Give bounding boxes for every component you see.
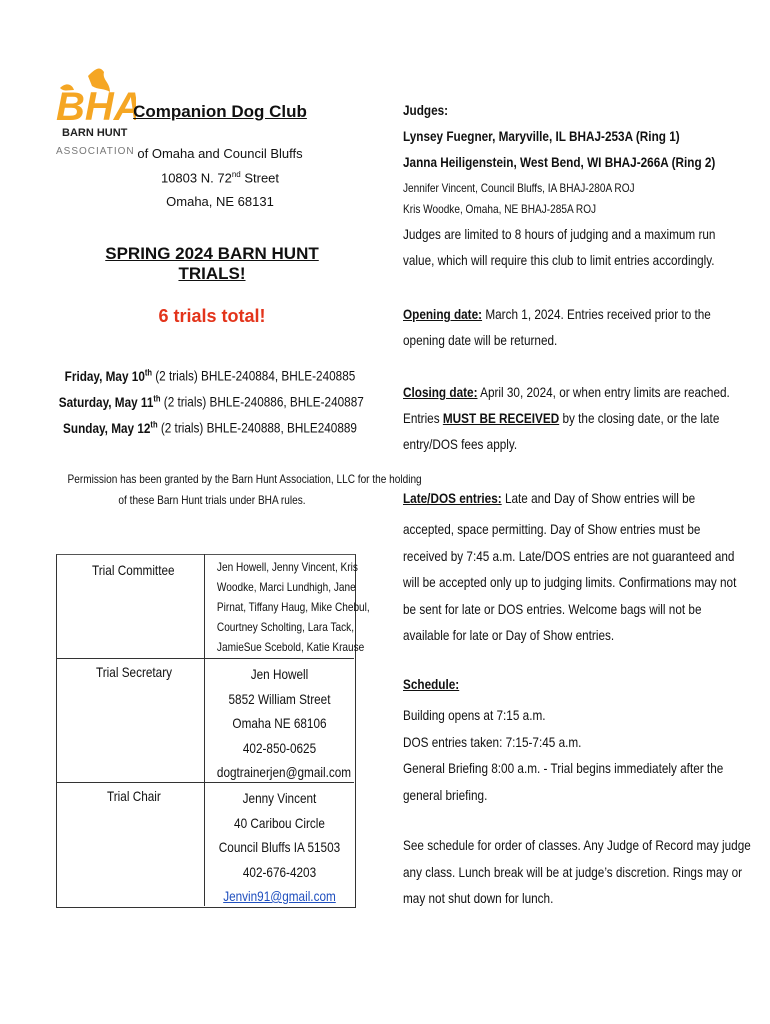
trial-secretary-value: Jen Howell 5852 William Street Omaha NE 68106 402-850-0625 dogtrainerjen@gmail.com <box>216 666 352 780</box>
opening-date-line: Opening date: March 1, 2024. Entries received prior to the <box>403 306 711 322</box>
schedule-notes: See schedule for order of classes. Any Judge of Record may judge any class. Lunch break will be at judge’s discretion. Rings may or may not shut down for lunch. <box>403 837 751 906</box>
permission-line-2: of these Barn Hunt trials under BHA rules. <box>118 493 306 507</box>
trial-secretary-label: Trial Secretary <box>96 664 173 680</box>
closing-date-line-2: Entries MUST BE RECEIVED by the closing date, or the late <box>403 410 720 426</box>
judge-limit-line-1: Judges are limited to 8 hours of judging and a maximum run <box>403 226 716 242</box>
judges-heading: Judges: <box>403 102 449 118</box>
club-city: Omaha, NE 68131 <box>166 194 274 209</box>
trials-total: 6 trials total! <box>158 306 266 326</box>
late-entries-line: Late/DOS entries: Late and Day of Show entries will be <box>403 490 696 506</box>
judge-limit-line-2: value, which will require this club to limit entries accordingly. <box>403 252 715 268</box>
permission-line-1: Permission has been granted by the Barn Hunt Association, LLC for the holding <box>67 472 422 486</box>
judge-ring-1: Lynsey Fuegner, Maryville, IL BHAJ-253A (Ring 1) <box>403 128 680 144</box>
event-title: SPRING 2024 BARN HUNT TRIALS! <box>105 244 319 283</box>
table-divider <box>204 554 205 906</box>
club-street: 10803 N. 72nd Street <box>160 170 280 186</box>
trial-day-saturday: Saturday, May 11th (2 trials) BHLE-240886, BHLE-240887 <box>58 393 364 410</box>
table-row-divider <box>56 658 354 659</box>
trial-chair-value: Jenny Vincent 40 Caribou Circle Council Bluffs IA 51503 402-676-4203 Jenvin91@gmail.com <box>218 790 341 904</box>
logo-letters: BHA <box>56 85 136 129</box>
late-entries-body: accepted, space permitting. Day of Show entries must be received by 7:45 a.m. Late/DOS entries are not guaranteed and will be accepted only up to judging limits. Confirmations may not be sent for late or DOS entries. Welcome bags will not be available for late or Day of Show entries. <box>403 521 737 643</box>
logo-line1: BARN HUNT <box>62 127 128 139</box>
closing-date-line-3: entry/DOS fees apply. <box>403 436 518 452</box>
judge-roj-1: Jennifer Vincent, Council Bluffs, IA BHAJ-280A ROJ <box>403 181 635 195</box>
trial-committee-value: Jen Howell, Jenny Vincent, Kris Woodke, Marci Lundhigh, Jane Pirnat, Tiffany Haug, Mike Chebul, Courtney Scholting, Lara Tack, JamieSue Scebold, Katie Krause <box>216 560 370 654</box>
judge-ring-2: Janna Heiligenstein, West Bend, WI BHAJ-266A (Ring 2) <box>403 154 716 170</box>
logo-line2: ASSOCIATION <box>56 146 135 157</box>
judge-roj-2: Kris Woodke, Omaha, NE BHAJ-285A ROJ <box>403 202 597 216</box>
trial-day-sunday: Sunday, May 12th (2 trials) BHLE-240888, BHLE240889 <box>63 419 357 436</box>
trial-chair-label: Trial Chair <box>107 788 161 804</box>
trial-day-friday: Friday, May 10th (2 trials) BHLE-240884, BHLE-240885 <box>64 367 356 384</box>
trial-committee-label: Trial Committee <box>92 562 175 578</box>
chair-email-link[interactable]: Jenvin91@gmail.com <box>223 888 336 904</box>
closing-date-line: Closing date: April 30, 2024, or when entry limits are reached. <box>403 384 730 400</box>
schedule-heading: Schedule: <box>403 676 460 692</box>
schedule-body: Building opens at 7:15 a.m. DOS entries taken: 7:15-7:45 a.m. General Briefing 8:00 a.m. - Trial begins immediately after the general briefing. <box>403 707 724 803</box>
club-location: of Omaha and Council Bluffs <box>137 146 303 161</box>
opening-date-line-2: opening date will be returned. <box>403 332 558 348</box>
club-name: Companion Dog Club <box>133 102 307 121</box>
